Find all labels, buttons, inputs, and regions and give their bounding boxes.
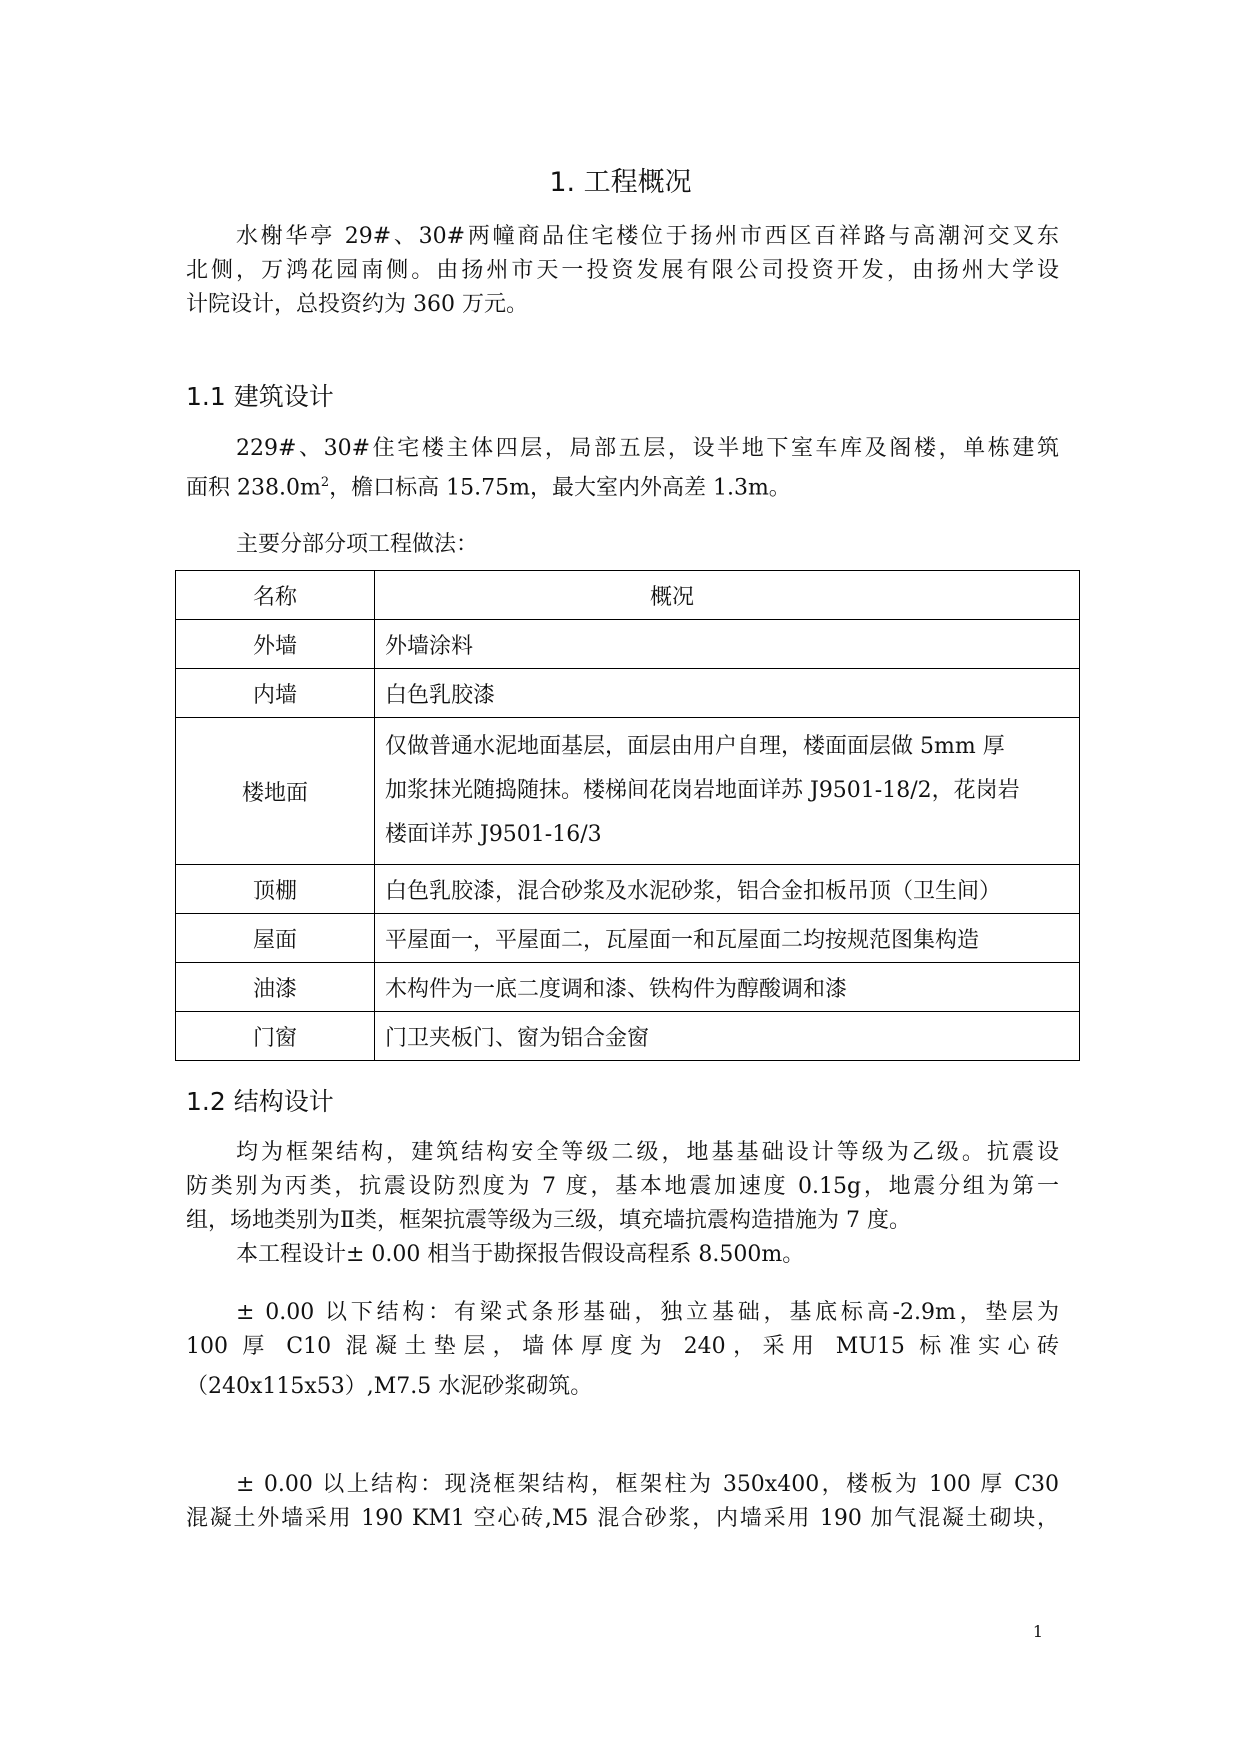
height-text: ，檐口标高 15.75m，最大室内外高差 1.3m。 — [329, 475, 791, 501]
detail-line: 加浆抹光随捣随抹。楼梯间花岗岩地面详苏 J9501-18/2，花岗岩 — [385, 778, 1020, 803]
area-unit-superscript: 2 — [320, 475, 330, 490]
struct-paragraph-4 — [186, 1468, 1059, 1536]
table-intro — [186, 528, 1109, 562]
row-detail: 外墙涂料 — [375, 620, 1080, 669]
row-detail: 平屋面一，平屋面二，瓦屋面一和瓦屋面二均按规范图集构造 — [375, 914, 1080, 963]
arch-heading: 1.1 建筑设计 — [186, 382, 334, 411]
table-row — [176, 963, 1080, 1012]
table-row — [176, 669, 1080, 718]
row-name: 油漆 — [176, 963, 375, 1012]
intro-paragraph — [186, 220, 1059, 322]
struct-line: 防类别为丙类，抗震设防烈度为 7 度，基本地震加速度 0.15g，地震分组为第一 — [186, 1174, 1059, 1199]
struct-line: ± 0.00 以上结构：现浇框架结构，框架柱为 350x400，楼板为 100 厚 C30 — [236, 1472, 1059, 1497]
area-text: 面积 238.0m — [186, 475, 321, 501]
struct-line: （240x115x53）,M7.5 水泥砂浆砌筑。 — [186, 1374, 593, 1399]
struct-line: ± 0.00 以下结构：有梁式条形基础，独立基础，基底标高-2.9m，垫层为 — [236, 1300, 1059, 1325]
row-name: 楼地面 — [176, 718, 375, 865]
detail-line: 仅做普通水泥地面基层，面层由用户自理，楼面面层做 5mm 厚 — [385, 734, 1005, 759]
table-intro-text: 主要分部分项工程做法： — [236, 532, 479, 557]
struct-paragraph-2 — [186, 1238, 1109, 1272]
row-name: 外墙 — [176, 620, 375, 669]
intro-line: 计院设计，总投资约为 360 万元。 — [186, 292, 528, 317]
intro-line: 水榭华亭 29#、30#两幢商品住宅楼位于扬州市西区百祥路与高潮河交叉东 — [236, 224, 1059, 249]
header-name: 名称 — [176, 571, 375, 620]
struct-line: 均为框架结构，建筑结构安全等级二级，地基基础设计等级为乙级。抗震设 — [236, 1140, 1059, 1165]
row-name: 内墙 — [176, 669, 375, 718]
table-row — [176, 914, 1080, 963]
struct-line: 混凝土外墙采用 190 KM1 空心砖,M5 混合砂浆，内墙采用 190 加气混凝土砌块， — [186, 1506, 1059, 1531]
struct-paragraph-1 — [186, 1136, 1059, 1238]
struct-paragraph-3 — [186, 1296, 1059, 1404]
arch-line: 229#、30#住宅楼主体四层，局部五层，设半地下室车库及阁楼，单栋建筑 — [236, 436, 1059, 461]
page-number: 1 — [1032, 1622, 1043, 1641]
table-row — [176, 620, 1080, 669]
row-name: 门窗 — [176, 1012, 375, 1061]
arch-paragraph — [186, 432, 1059, 500]
struct-line: 组，场地类别为Ⅱ类，框架抗震等级为三级，填充墙抗震构造措施为 7 度。 — [186, 1208, 911, 1233]
row-detail: 木构件为一底二度调和漆、铁构件为醇酸调和漆 — [375, 963, 1080, 1012]
table-header-row — [176, 571, 1080, 620]
intro-line: 北侧，万鸿花园南侧。由扬州市天一投资发展有限公司投资开发，由扬州大学设 — [186, 258, 1059, 283]
row-name: 顶棚 — [176, 865, 375, 914]
table-row — [176, 865, 1080, 914]
row-detail — [375, 718, 1080, 865]
header-overview: 概况 — [375, 571, 1080, 620]
struct-line: 100 厚 C10 混凝土垫层，墙体厚度为 240，采用 MU15 标准实心砖 — [186, 1334, 1059, 1359]
detail-line: 楼面详苏 J9501-16/3 — [385, 822, 602, 847]
struct-line: 本工程设计± 0.00 相当于勘探报告假设高程系 8.500m。 — [236, 1242, 805, 1267]
row-detail: 门卫夹板门、窗为铝合金窗 — [375, 1012, 1080, 1061]
row-detail: 白色乳胶漆，混合砂浆及水泥砂浆，铝合金扣板吊顶（卫生间） — [375, 865, 1080, 914]
construction-spec-table — [175, 570, 1080, 1061]
struct-heading: 1.2 结构设计 — [186, 1087, 334, 1116]
row-name: 屋面 — [176, 914, 375, 963]
table-row — [176, 718, 1080, 865]
row-detail: 白色乳胶漆 — [375, 669, 1080, 718]
table-row — [176, 1012, 1080, 1061]
arch-line — [186, 466, 1059, 500]
section-title: 1. 工程概况 — [549, 167, 692, 198]
